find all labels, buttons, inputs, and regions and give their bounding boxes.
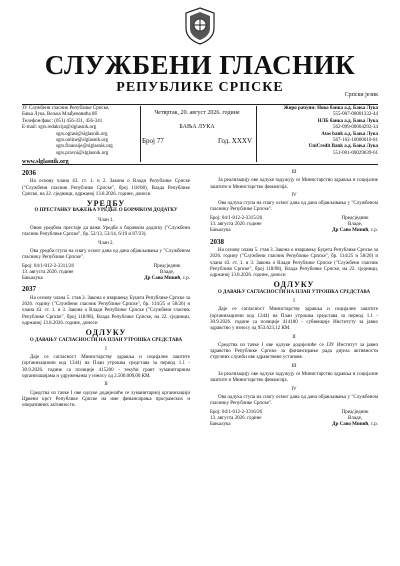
- coat-of-arms-icon: [182, 6, 218, 46]
- gazette-subtitle: РЕПУБЛИКЕ СРПСКЕ: [116, 80, 284, 95]
- signature-name: Др Саво Минић: [144, 276, 181, 282]
- signature-body: Владе,: [348, 222, 363, 228]
- signature-date: 13. августа 2026. године: [210, 415, 262, 421]
- left-column: [22, 168, 190, 412]
- signature-number: Број: 04/1-012-2-3311/26: [22, 263, 74, 269]
- signature-block: [210, 410, 378, 429]
- section-text: За реализацију ове одлуке задужују се Министарство здравља и социјалне заштите и Министарство финансија.: [210, 178, 378, 190]
- section-text: За реализацију ове одлуке задужују се Министарство здравља и социјалне заштите и Министарство финансија.: [210, 372, 378, 384]
- signature-role: Предсједник: [341, 409, 369, 415]
- issue-date: Четвртак, 20. август 2026. године: [154, 110, 240, 116]
- signature-date: 13. августа 2026. године: [210, 222, 262, 228]
- bank-line: 562-099-00004292-34: [333, 125, 378, 131]
- publisher-line[interactable]: E-mail: sgrs.redakcija@slglasnik.org: [22, 125, 97, 131]
- signature-date: 13. августа 2026. године: [22, 269, 74, 275]
- article-label: Члан 2.: [98, 240, 114, 246]
- bank-line: Жиро рачуни: Нова банка а.д. Бања Лука: [283, 106, 378, 111]
- header-divider: [140, 106, 141, 162]
- section-numeral: II: [292, 334, 296, 340]
- section-numeral: II: [104, 382, 108, 388]
- signature-suffix: , с.р.: [368, 422, 378, 428]
- bank-accounts: [260, 106, 378, 157]
- section-text: Средства из тачке I ове одлуке додијелиће се ЈЗУ Институт за јавно здравство Републике Српске за финансирање рада дијела активности стручних служби ове здравствене установе.: [210, 342, 378, 361]
- document-preamble: На основу члана 5. став 3. Закона о извршењу Буџета Републике Српске за 2026. годину ("Службени гласник Републике Српске", бр. 114/25 и 58/26) и члана 43. ст. 1. и 3. Закона о Влади Републике Српске ("Службени гласник Републике Српске", број 118/08), Влада Републике Српске, на 22. сједници, одржаној 13.8.2026. године, доноси: [210, 247, 378, 279]
- section-text: Средства из тачке I ове одлуке додијелиће се хуманитарној организацији Црвени крст Републике Српске на име финансирања програмских и оперативних активности.: [22, 390, 190, 409]
- publisher-email[interactable]: sgrs.pravni@slglasnik.org: [56, 150, 109, 156]
- publisher-line: Бања Лука, Вељка Млађеновића 8б: [22, 112, 98, 118]
- section-numeral: I: [105, 346, 107, 352]
- section-numeral: IV: [291, 386, 297, 392]
- document-heading: ОДЛУКУ: [273, 280, 315, 290]
- bank-line: 551-001-00029639-61: [333, 150, 378, 156]
- bank-line: 555-007-00001332-44: [333, 112, 378, 118]
- article-label: Члан 1.: [98, 217, 114, 223]
- document-subheading: О ПРЕСТАНКУ ВАЖЕЊА УРЕДБЕ О БОРАЧКОМ ДОДАТКУ: [34, 208, 178, 214]
- signature-name: Др Саво Минић: [332, 422, 369, 428]
- bank-line: 567-162-10000010-81: [333, 138, 378, 144]
- signature-suffix: , с.р.: [368, 228, 378, 234]
- section-text: Ова одлука ступа на снагу осмог дана од дана објављивања у "Службеном гласнику Републике Српске".: [210, 201, 378, 213]
- signature-city: Бањалука: [210, 422, 231, 428]
- bank-line: Atos bank а.д. Бања Лука: [321, 131, 378, 137]
- issue-info: [142, 106, 252, 148]
- section-numeral: IV: [291, 192, 297, 198]
- signature-city: Бањалука: [210, 228, 231, 234]
- header-bottom-rule: [22, 164, 378, 165]
- signature-role: Предсједник: [341, 215, 369, 221]
- publisher-website[interactable]: www.slglasnik.org: [22, 159, 69, 166]
- header-divider: [256, 106, 257, 162]
- article-text: Ова уредба ступа на снагу осмог дана од дана објављивања у "Службеном гласнику Републике Српске".: [22, 248, 190, 261]
- signature-role: Предсједник: [153, 263, 181, 269]
- article-text: Овом уредбом престаје да важи Уредба о борачком додатку ("Службени гласник Републике Српске", бр. 52/13, 53/14, 6/19 и 87/23).: [22, 226, 190, 238]
- section-numeral: III: [291, 363, 297, 369]
- right-column: [210, 168, 378, 432]
- document-preamble: На основу члана 43. ст. 1. и 2. Закона о Влади Републике Српске ("Службени гласник Републике Српске", број 118/08), Влада Републике Српске, на 22. сједници, одржаној 13.8.2026. године, доноси: [22, 179, 190, 197]
- document-subheading: О ДАВАЊУ САГЛАСНОСТИ НА ПЛАН УТРОШКА СРЕДСТАВА: [217, 289, 371, 295]
- bank-line: НЛБ банка а.д. Бања Лука: [317, 118, 378, 124]
- section-numeral: III: [291, 170, 297, 175]
- signature-number: Број: 04/1-012-2-3316/26: [210, 409, 263, 415]
- bank-line: UniCredit Bank а.д. Бања Лука: [308, 144, 378, 150]
- signature-block: [22, 264, 190, 283]
- publisher-line: Телефон/факс: (051) 456-331, 456-341: [22, 118, 103, 124]
- signature-block: [210, 216, 378, 235]
- publisher-email[interactable]: sgrs.finansije@slglasnik.org: [56, 144, 113, 150]
- publisher-info: [22, 106, 140, 166]
- issue-number: Број 77: [142, 137, 164, 145]
- publisher-email[interactable]: sgrs.online@slglasnik.org: [56, 138, 109, 144]
- document-heading: УРЕДБУ: [86, 199, 126, 209]
- document-subheading: О ДАВАЊУ САГЛАСНОСТИ НА ПЛАН УТРОШКА СРЕДСТАВА: [29, 337, 183, 343]
- signature-suffix: , с.р.: [180, 276, 190, 282]
- document-number: 2037: [22, 285, 36, 294]
- document-number: 2036: [22, 169, 36, 177]
- section-text: Даје се сагласност Министарству здравља и социјалне заштите (организациони код 1344) на План утрошка средстава за период 1.1 - 30.9.2026. године са позиције 415200 - текући грант хуманитарним организацијама и удружењима у износу од 2.500.000,00 КМ.: [22, 355, 190, 380]
- gazette-title: СЛУЖБЕНИ ГЛАСНИК: [44, 50, 356, 80]
- signature-body: Владе,: [160, 269, 175, 275]
- issue-city: БАЊА ЛУКА: [179, 124, 215, 130]
- signature-city: Бањалука: [22, 276, 43, 282]
- signature-number: Број: 04/1-012-2-3315/26: [210, 215, 263, 221]
- signature-name: Др Саво Минић: [332, 228, 369, 234]
- publisher-email[interactable]: sgrs.oglasi@slglasnik.org: [56, 131, 108, 137]
- document-heading: ОДЛУКУ: [85, 328, 127, 338]
- section-text: Даје се сагласност Министарству здравља и социјалне заштите (организациони код 1344) на План утрошка средстава за период 1.1 - 30.9.2026. године са позиције 414100 - субвенције Институту за јавно здравство у износу од 953.623,12 КМ.: [210, 307, 378, 332]
- signature-body: Владе,: [348, 415, 363, 421]
- issue-year: Год. XXXV: [217, 137, 252, 145]
- section-numeral: I: [293, 299, 295, 305]
- header-top-rule: [22, 104, 378, 105]
- publisher-line: ЈУ Службени гласник Републике Српске,: [22, 106, 110, 111]
- document-number: 2038: [210, 237, 224, 246]
- section-text: Ова одлука ступа на снагу осмог дана од дана објављивања у "Службеном гласнику Републике Српске".: [210, 394, 378, 407]
- document-preamble: На основу члана 5. став 3. Закона о извршењу Буџета Републике Српске за 2026. годину ("Службени гласник Републике Српске", бр. 114/25 и 58/26) и члана 43. ст. 1. и 3. Закона о Влади Републике Српске ("Службени гласник Републике Српске", број 118/08), Влада Републике Српске, на 22. сједници, одржаној 13.8.2026. године, доноси: [22, 295, 190, 326]
- language-label: Српски језик: [344, 92, 378, 98]
